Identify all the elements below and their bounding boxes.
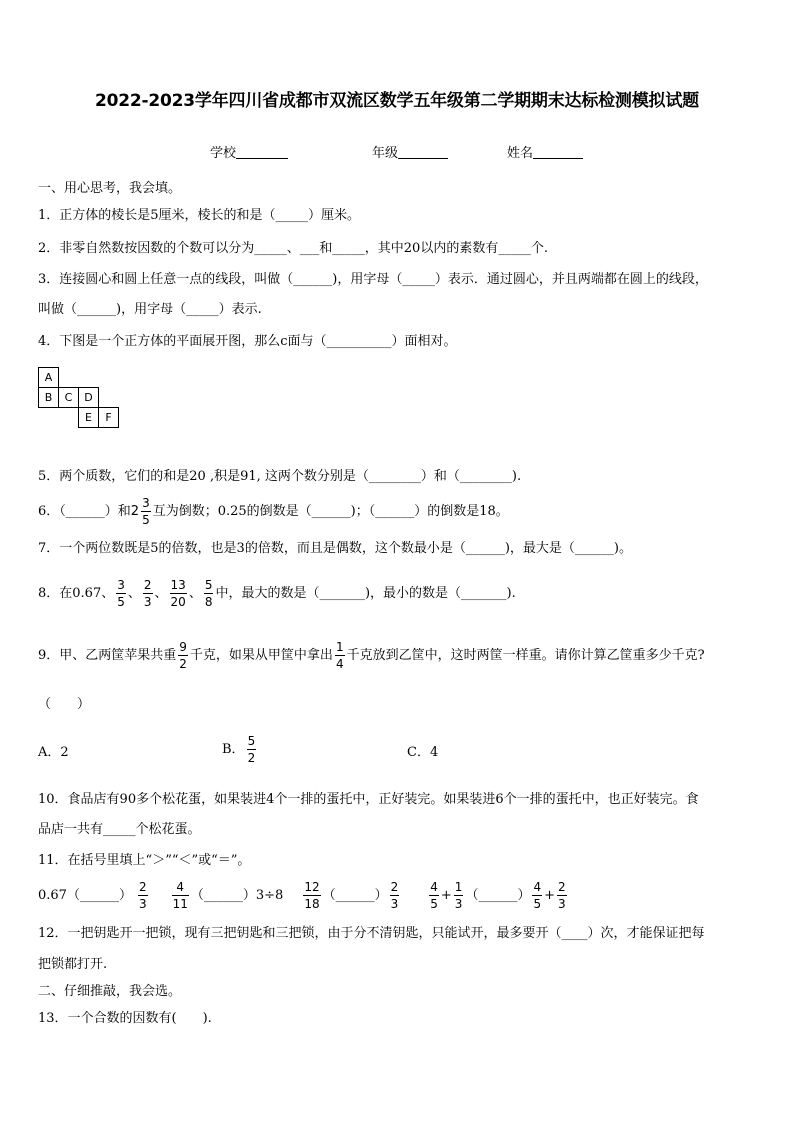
q11-fraction-2 [172,880,189,911]
q8-sep-1: 、 [127,585,141,601]
question-10-line-1: 10．食品店有90多个松花蛋，如果装进4个一排的蛋托中，正好装完。如果装进6个一排的蛋托中，也正好装完。食 [38,792,699,807]
q9-text-b: 千克，如果从甲筐中拿出 [189,647,333,663]
q11-fraction-7 [532,880,542,911]
q11-f5-den: 5 [430,897,438,911]
cube-net-diagram [38,367,128,425]
question-12-line-1: 12．一把钥匙开一把锁，现有三把钥匙和三把锁，由于分不清钥匙，只能试开，最多要开（____）次，才能保证把每 [38,926,705,941]
q9-option-b[interactable] [222,734,258,765]
q11-f1-den: 3 [138,897,147,911]
question-8 [38,578,516,609]
q11-plus-2: + [544,887,555,903]
name-blank[interactable] [533,145,583,159]
q9-fraction-2 [335,640,345,671]
q11-fraction-1 [138,880,148,911]
q11-f8-den: 3 [558,897,566,911]
q11-fraction-6 [454,880,464,911]
q11-f1-num: 2 [138,880,147,894]
q8-f4-den: 8 [204,595,213,609]
question-1: 1．正方体的棱长是5厘米，棱长的和是（_____）厘米。 [38,208,361,223]
q11-text-d: （______） [465,887,531,903]
q9-f1-den: 2 [179,657,187,671]
q11-fraction-3 [303,880,320,911]
q9-f2-den: 4 [335,657,344,671]
q11-text-c: （______） [322,887,388,903]
q9-fraction-1 [178,640,188,671]
question-6 [38,496,509,527]
q8-text-b: 中，最大的数是（_______)，最小的数是（_______). [215,585,516,601]
q11-f3-den: 18 [304,897,320,911]
school-field [210,142,288,161]
grade-field [372,142,448,161]
q11-f6-num: 1 [454,880,463,894]
question-11-comparisons [38,880,569,911]
q6-mixed-int: 2 [130,503,140,519]
q6-mixed-fraction [141,496,151,527]
net-face-d: D [78,387,99,408]
q8-fraction-1 [116,578,126,609]
q8-fraction-4 [204,578,214,609]
question-3-line-2: 叫做（______)，用字母（_____）表示. [38,302,262,317]
question-12-line-2: 把锁都打开. [38,957,108,972]
question-10-line-2: 品店一共有_____个松花蛋。 [38,822,201,837]
net-face-a: A [38,367,59,388]
q9-option-a[interactable]: A．2 [38,745,69,760]
q6-num: 3 [142,496,150,510]
q9-option-c[interactable]: C．4 [407,745,439,760]
q8-text-a: 8．在0.67、 [38,585,115,601]
q6-text-b: 互为倒数；0.25的倒数是（______)；（______）的倒数是18。 [152,503,509,519]
q8-f1-den: 5 [117,595,125,609]
question-4: 4．下图是一个正方体的平面展开图，那么c面与（__________）面相对。 [38,334,457,349]
grade-blank[interactable] [398,145,448,159]
q9-option-b-label: B． [222,741,245,757]
q8-fraction-3 [170,578,187,609]
q8-f1-num: 3 [117,578,125,592]
question-11: 11．在括号里填上“＞”“＜”或“＝”。 [38,853,251,868]
school-label: 学校 [210,146,237,161]
q11-f5-num: 4 [430,880,438,894]
q11-f4-den: 3 [390,897,399,911]
q8-sep-3: 、 [188,585,202,601]
question-9 [38,640,705,671]
q8-f4-num: 5 [204,578,213,592]
q11-f6-den: 3 [454,897,463,911]
q8-f2-den: 3 [143,595,152,609]
q11-f2-num: 4 [176,880,185,894]
q8-f2-num: 2 [143,578,152,592]
name-label: 姓名 [507,146,534,161]
q11-fraction-4 [390,880,400,911]
net-face-c: C [58,387,79,408]
section-heading-choice: 二、仔细推敲，我会选。 [38,984,182,999]
question-7: 7．一个两位数既是5的倍数，也是3的倍数，而且是偶数，这个数最小是（______)，最大是（______)。 [38,541,632,556]
q9-f2-num: 1 [335,640,344,654]
q8-f3-den: 20 [170,595,186,609]
question-3-line-1: 3．连接圆心和圆上任意一点的线段，叫做（______)，用字母（_____）表示．通过圆心，并且两端都在圆上的线段， [38,272,708,287]
section-heading-fill: 一、用心思考，我会填。 [38,181,182,196]
grade-label: 年级 [372,146,399,161]
q11-fraction-5 [429,880,439,911]
net-face-e: E [78,407,99,428]
q9-answer-paren: （ ） [38,697,91,712]
q11-f7-den: 5 [533,897,542,911]
q11-f8-num: 2 [558,880,566,894]
net-face-b: B [38,387,59,408]
question-5: 5．两个质数，它们的和是20 ,积是91, 这两个数分别是（________）和（________). [38,469,522,484]
question-13: 13．一个合数的因数有( ). [38,1011,212,1026]
q11-f7-num: 4 [533,880,542,894]
q6-text-a: 6．（______）和 [38,503,131,519]
q9-ob-den: 2 [247,751,256,765]
q11-f4-num: 2 [390,880,399,894]
net-face-f: F [98,407,119,428]
q9-option-b-fraction [247,734,257,765]
q9-text-c: 千克放到乙筐中，这时两筐一样重。请你计算乙筐重多少千克? [346,647,705,663]
question-2: 2．非零自然数按因数的个数可以分为_____、___和_____，其中20以内的素数有_____个. [38,241,548,256]
q9-text-a: 9．甲、乙两筐苹果共重 [38,647,177,663]
name-field [507,142,583,161]
q9-ob-num: 5 [247,734,256,748]
q11-text-b: （______）3÷8 [190,887,284,903]
page-title: 2022-2023学年四川省成都市双流区数学五年级第二学期期末达标检测模拟试题 [95,91,699,111]
q11-f3-num: 12 [304,880,320,894]
school-blank[interactable] [236,145,288,159]
q8-sep-2: 、 [154,585,168,601]
q8-fraction-2 [143,578,153,609]
q11-f2-den: 11 [172,897,188,911]
q11-plus-1: + [440,887,452,903]
q11-fraction-8 [557,880,567,911]
q11-text-a: 0.67（______） [38,887,132,903]
q9-f1-num: 9 [179,640,187,654]
q8-f3-num: 13 [170,578,186,592]
q6-den: 5 [142,513,150,527]
